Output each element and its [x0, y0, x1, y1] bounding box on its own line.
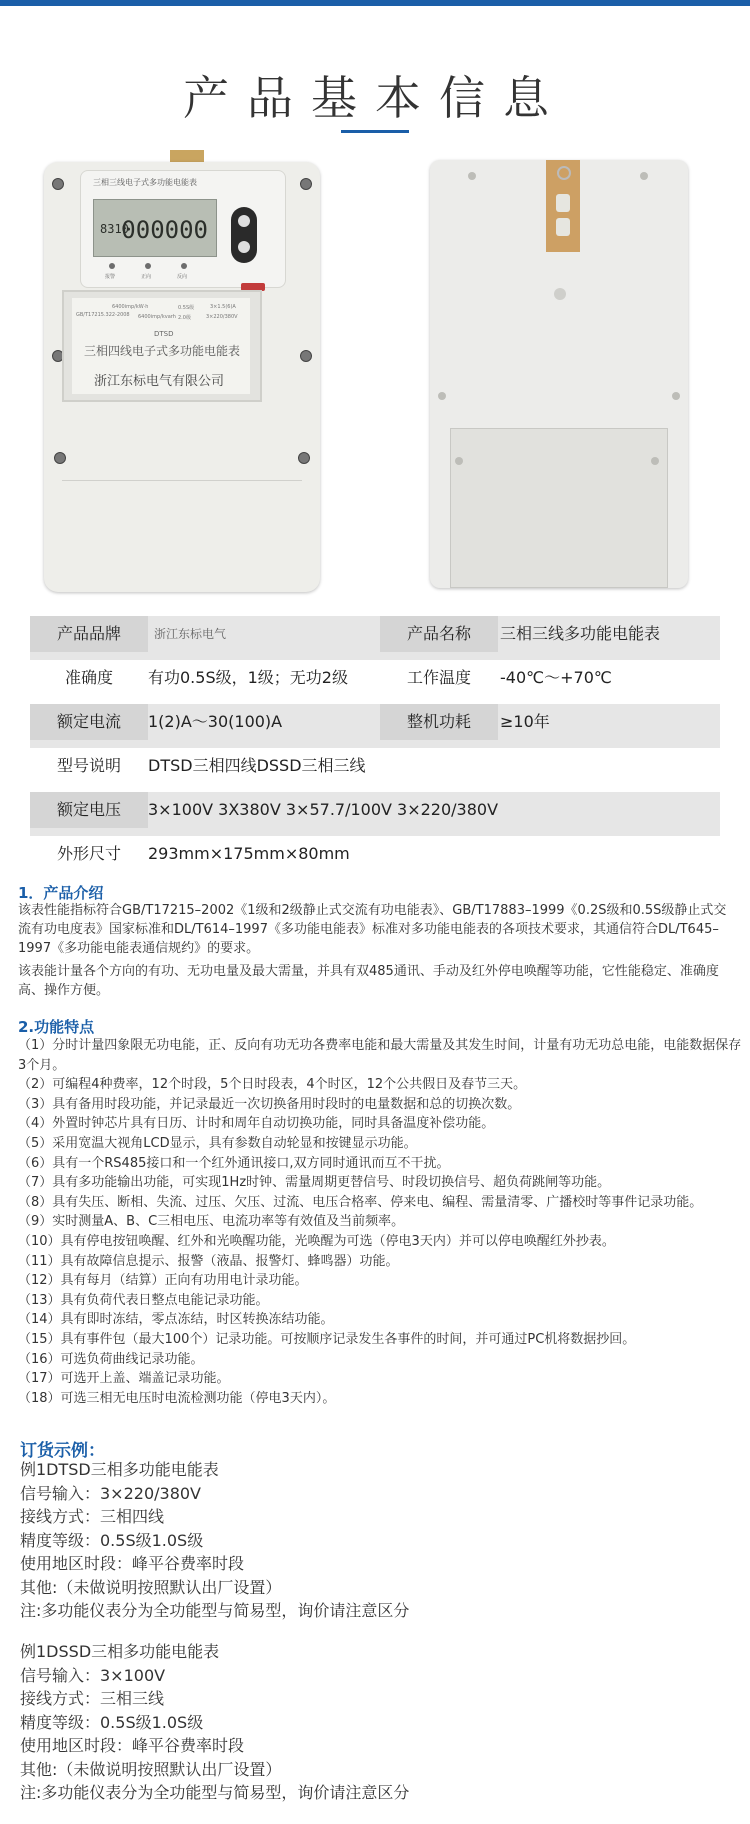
alarm-led-icon	[109, 263, 115, 269]
nameplate-spec: GB/T17215.322-2008	[76, 312, 130, 318]
order-line: 精度等级：0.5S级1.0S级	[20, 1712, 204, 1732]
spec-row	[30, 748, 720, 792]
spec-key: 整机功耗	[380, 704, 498, 740]
top-accent-bar	[0, 0, 750, 6]
order-line: 使用地区时段：峰平谷费率时段	[20, 1736, 245, 1755]
nameplate-spec: 3×220/380V	[206, 314, 238, 320]
list-item: （16）可选负荷曲线记录功能。	[18, 1351, 204, 1367]
order-line: 接线方式：三相三线	[20, 1689, 165, 1708]
spec-key: 额定电流	[30, 704, 148, 740]
order-line: 其他:（未做说明按照默认出厂设置）	[20, 1577, 282, 1597]
screw-icon	[300, 350, 312, 362]
list-item: （2）可编程4种费率，12个时段，5个日时段表，4个时区，12个公共假日及春节三天。	[18, 1077, 527, 1093]
mount-hole-icon	[651, 457, 659, 465]
nameplate-spec: 6400imp/kW·h	[112, 304, 149, 310]
mount-hole-icon	[672, 392, 680, 400]
mount-hole-icon	[640, 172, 648, 180]
list-item: （18）可选三相无电压时电流检测功能（停电3天内）。	[18, 1390, 336, 1406]
spec-row	[30, 836, 720, 880]
lcd-screen	[93, 199, 217, 257]
lcd-small-readout: 8310	[100, 222, 129, 236]
order-example-2	[20, 1640, 409, 1805]
screw-icon	[298, 452, 310, 464]
spec-value: 1(2)A～30(100)A	[148, 712, 283, 731]
mount-hole-icon	[468, 172, 476, 180]
nameplate-model: DTSD	[154, 330, 174, 338]
mount-hole-icon	[455, 457, 463, 465]
order-line: 其他:（未做说明按照默认出厂设置）	[20, 1759, 282, 1779]
list-item: （10）具有停电按钮唤醒、红外和光唤醒功能，光唤醒为可选（停电3天内）并可以停电唤醒红外抄表。	[18, 1233, 615, 1249]
list-item: （8）具有失压、断相、失流、过压、欠压、过流、电压合格率、停来电、编程、需量清零、广播校时等事件记录功能。	[18, 1194, 703, 1210]
nameplate-spec: 6400imp/kvarh	[138, 314, 176, 320]
terminal-cover	[62, 480, 302, 581]
order-line: 使用地区时段：峰平谷费率时段	[20, 1554, 245, 1573]
rail-slot	[556, 194, 570, 212]
spec-value: -40℃～+70℃	[500, 668, 612, 687]
center-hole-icon	[554, 288, 566, 300]
title-underline	[341, 130, 409, 133]
order-line: 精度等级：0.5S级1.0S级	[20, 1530, 204, 1550]
spec-value: 293mm×175mm×80mm	[148, 844, 350, 863]
spec-key: 额定电压	[30, 792, 148, 828]
nameplate	[72, 298, 250, 394]
nameplate-spec: 0.5S级	[178, 305, 195, 311]
order-line: 注:多功能仪表分为全功能型与简易型，询价请注意区分	[20, 1783, 410, 1802]
spec-row	[30, 792, 720, 836]
list-item: （9）实时测量A、B、C三相电压、电流功率等有效值及当前频率。	[18, 1214, 405, 1230]
screw-icon	[52, 178, 64, 190]
features-list	[18, 1036, 742, 1408]
spec-value: DTSD三相四线DSSD三相三线	[148, 756, 366, 775]
spec-key: 型号说明	[56, 756, 121, 775]
spec-key: 准确度	[64, 668, 113, 687]
order-example-1	[20, 1458, 409, 1623]
intro-paragraph: 该表能计量各个方向的有功、无功电量及最大需量，并具有双485通讯、手动及红外停电唤醒等功能，它性能稳定、准确度高、操作方便。	[18, 964, 719, 998]
order-line: 例1DSSD三相多功能电能表	[20, 1642, 220, 1661]
led-label: 报警	[105, 274, 116, 280]
meter-panel-title: 三相三线电子式多功能电能表	[93, 178, 197, 187]
nameplate-product-name: 三相四线电子式多功能电能表	[84, 344, 241, 358]
spec-value: 3×100V 3X380V 3×57.7/100V 3×220/380V	[148, 800, 499, 819]
spec-value: 浙江东标电气	[154, 627, 227, 641]
list-item: （17）可选开上盖、端盖记录功能。	[18, 1371, 230, 1387]
list-item: （1）分时计量四象限无功电能，正、反向有功无功各费率电能和最大需量及其发生时间，计量有功无功总电能，电能数据保存3个月。	[18, 1038, 742, 1073]
screw-icon	[300, 178, 312, 190]
screw-icon	[54, 452, 66, 464]
order-line: 例1DTSD三相多功能电能表	[20, 1460, 219, 1479]
spec-row	[30, 616, 720, 660]
intro-heading: 1．产品介绍	[18, 884, 104, 902]
reverse-led-icon	[181, 263, 187, 269]
list-item: （12）具有每月（结算）正向有功用电计录功能。	[18, 1273, 308, 1289]
hook-icon	[557, 166, 571, 180]
spec-key: 产品品牌	[30, 616, 148, 652]
meter-back-image	[430, 160, 688, 588]
list-item: （15）具有事件包（最大100个）记录功能。可按顺序记录发生各事件的时间，并可通过PC机将数据抄回。	[18, 1331, 636, 1347]
forward-led-icon	[145, 263, 151, 269]
spec-row	[30, 660, 720, 704]
order-line: 注:多功能仪表分为全功能型与简易型，询价请注意区分	[20, 1601, 410, 1620]
nameplate-company: 浙江东标电气有限公司	[94, 374, 225, 389]
spec-value: ≥10年	[500, 712, 550, 731]
rail-slot	[556, 218, 570, 236]
led-label: 正向	[141, 274, 152, 280]
din-rail-clip	[546, 160, 580, 252]
spec-row	[30, 704, 720, 748]
list-item: （7）具有多功能输出功能，可实现1Hz时钟、需量周期更替信号、时段切换信号、超负荷跳闸等功能。	[18, 1175, 611, 1191]
features-heading: 2.功能特点	[18, 1018, 95, 1036]
order-line: 信号输入：3×100V	[20, 1665, 166, 1685]
order-line: 信号输入：3×220/380V	[20, 1483, 202, 1503]
list-item: （5）采用宽温大视角LCD显示，具有参数自动轮显和按键显示功能。	[18, 1135, 417, 1151]
list-item: （13）具有负荷代表日整点电能记录功能。	[18, 1292, 269, 1308]
spec-key: 外形尺寸	[56, 844, 121, 863]
meter-buttons	[231, 207, 257, 263]
list-item: （4）外置时钟芯片具有日历、计时和周年自动切换功能，同时具备温度补偿功能。	[18, 1116, 495, 1132]
mount-hole-icon	[438, 392, 446, 400]
spec-key: 产品名称	[380, 616, 498, 652]
spec-value: 三相三线多功能电能表	[500, 624, 661, 643]
list-item: （14）具有即时冻结，零点冻结，时区转换冻结功能。	[18, 1312, 334, 1328]
page-title: 产品基本信息	[183, 71, 567, 125]
order-heading: 订货示例：	[20, 1441, 105, 1461]
lcd-digits: 000000	[121, 216, 208, 244]
list-item: （11）具有故障信息提示、报警（液晶、报警灯、蜂鸣器）功能。	[18, 1253, 399, 1269]
list-item: （6）具有一个RS485接口和一个红外通讯接口,双方同时通讯而互不干扰。	[18, 1155, 450, 1171]
nameplate-spec: 2.0级	[178, 315, 191, 321]
order-line: 接线方式：三相四线	[20, 1507, 165, 1526]
list-item: （3）具有备用时段功能，并记录最近一次切换备用时段时的电量数据和总的切换次数。	[18, 1096, 521, 1112]
intro-paragraph: 该表性能指标符合GB/T17215–2002《1级和2级静止式交流有功电能表》、GB/T17883–1999《0.2S级和0.5S级静止式交流有功电度表》国家标准和DL/T614–1997《多功能电能表》标准对多功能电能表的各项技术要求，其通信符合DL/T645–1997《多功能电能表通信规约》的要求。	[18, 903, 727, 956]
led-label: 反向	[177, 274, 188, 280]
meter-button-icon	[238, 241, 250, 253]
meter-button-icon	[238, 215, 250, 227]
spec-table	[30, 616, 720, 880]
nameplate-spec: 3×1.5(6)A	[210, 304, 236, 310]
meter-front-image	[44, 162, 320, 592]
spec-key: 工作温度	[406, 668, 471, 687]
spec-value: 有功0.5S级，1级；无功2级	[148, 668, 348, 687]
terminal-recess	[450, 428, 668, 588]
meter-display-panel	[80, 170, 286, 288]
